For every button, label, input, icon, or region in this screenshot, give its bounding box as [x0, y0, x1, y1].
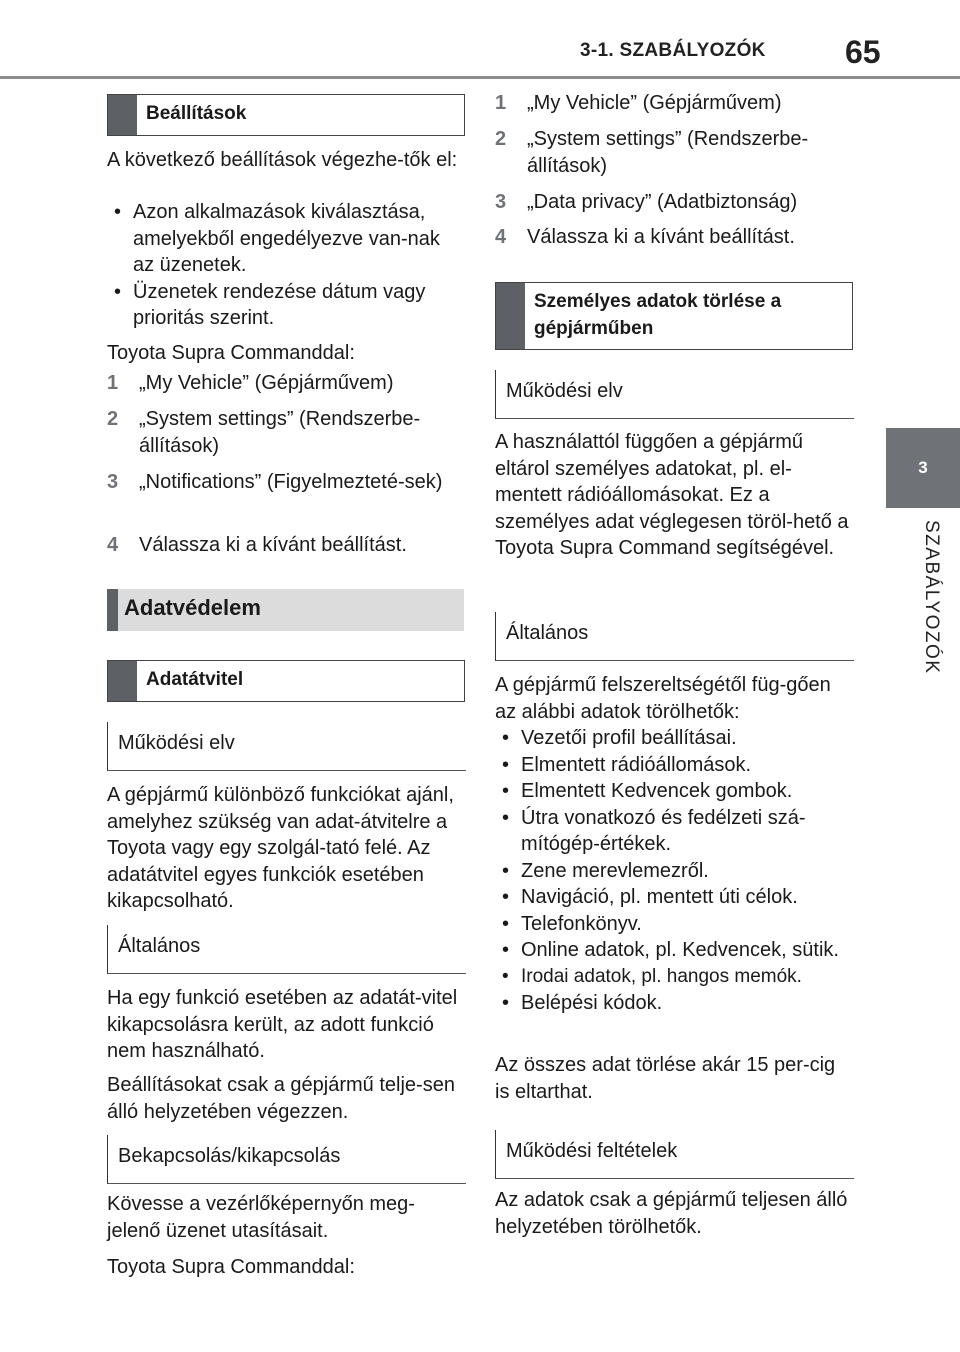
step-text: Válassza ki a kívánt beállítást.: [139, 534, 407, 556]
chapter-tab-number: 3: [886, 428, 960, 508]
heading-torles: Személyes adatok törlése a gépjárműben: [534, 291, 782, 339]
list-item: • Online adatok, pl. Kedvencek, sütik.: [495, 937, 853, 964]
step-text: Válassza ki a kívánt beállítást.: [527, 226, 795, 248]
section-title-adatvedelem: Adatvédelem: [124, 595, 261, 620]
step-text: „System settings” (Rendszerbe-állítások): [139, 408, 421, 457]
subheading-altalanos: Általános: [107, 925, 466, 974]
list-item: • Telefonkönyv.: [495, 911, 853, 938]
list-item: • Zene merevlemezről.: [495, 858, 853, 885]
paragraph-duration: Az összes adat törlése akár 15 per-cig is eltarthat.: [495, 1054, 836, 1103]
toyota-command-label: Toyota Supra Commanddal:: [107, 342, 355, 364]
step-text: „My Vehicle” (Gépjárművem): [139, 372, 394, 394]
paragraph-settings: Beállításokat csak a gépjármű telje-sen álló helyzetében végezzen.: [107, 1074, 455, 1123]
step-4: [107, 532, 465, 559]
step-1: [495, 90, 853, 117]
paragraph-disabled: Ha egy funkció esetében az adatát-vitel kikapcsolásra került, az adott funkció nem használható.: [107, 987, 458, 1062]
step-number: 3: [107, 471, 119, 493]
step-text: „System settings” (Rendszerbe-állítások): [527, 128, 809, 177]
paragraph-personal-data: A használattól függően a gépjármű eltárol személyes adatokat, pl. el-mentett rádióállomásokat. Ez a személyes adat véglegesen töröl-hető a Toyota Supra Command segítségével.: [495, 431, 849, 559]
list-item: • Irodai adatok, pl. hangos memók.: [495, 964, 853, 991]
chapter-label-text: SZABÁLYOZÓK: [921, 520, 942, 675]
deletable-data-list: [495, 725, 853, 1017]
step-number: 1: [495, 92, 507, 114]
subheading-feltetelek: Működési feltételek: [495, 1130, 854, 1179]
settings-bullet-list: [107, 199, 465, 332]
heading-beallitasok: Beállítások: [146, 103, 247, 124]
step-text: „Data privacy” (Adatbiztonság): [527, 191, 798, 213]
list-item: • Navigáció, pl. mentett úti célok.: [495, 884, 853, 911]
paragraph-functions: A gépjármű különböző funkciókat ajánl, amelyhez szükség van adat-átvitelre a Toyota vagy egy szolgál-tató felé. Az adatátvitel egyes funkciók esetében kikapcsolható.: [107, 784, 454, 912]
toyota-command-label-2: Toyota Supra Commanddal:: [107, 1256, 355, 1278]
paragraph-follow: Kövesse a vezérlőképernyőn meg-jelenő üzenet utasításait.: [107, 1193, 415, 1242]
section-heading-adatvedelem: [107, 589, 464, 631]
list-item: • Elmentett Kedvencek gombok.: [495, 778, 853, 805]
subheading-mukodesi-elv: Működési elv: [107, 722, 466, 771]
heading-box-torles: [495, 282, 853, 350]
page-number: 65: [845, 34, 881, 70]
step-number: 3: [495, 191, 507, 213]
step-number: 2: [495, 128, 507, 150]
section-title: 3-1. SZABÁLYOZÓK: [580, 40, 766, 61]
step-4: [495, 224, 853, 251]
list-item: • Vezetői profil beállításai.: [495, 725, 853, 752]
step-number: 4: [495, 226, 507, 248]
subheading-altalanos: Általános: [495, 612, 854, 661]
paragraph-stationary: Az adatok csak a gépjármű teljesen álló helyzetében törölhetők.: [495, 1189, 848, 1238]
step-text: „My Vehicle” (Gépjárművem): [527, 92, 782, 114]
list-item: • Belépési kódok.: [495, 990, 853, 1017]
list-item: • Üzenetek rendezése dátum vagy prioritás szerint.: [107, 279, 465, 332]
heading-box-beallitasok: [107, 94, 465, 136]
step-1: [107, 370, 465, 397]
step-number: 2: [107, 408, 119, 430]
subheading-bekapcsolas: Bekapcsolás/kikapcsolás: [107, 1135, 466, 1184]
step-number: 4: [107, 534, 119, 556]
intro-paragraph: A következő beállítások végezhe-tők el:: [107, 149, 458, 171]
list-item: • Útra vonatkozó és fedélzeti szá-mítógép-értékek.: [495, 805, 853, 858]
paragraph-equipment: A gépjármű felszereltségétől füg-gően az alábbi adatok törölhetők:: [495, 674, 831, 723]
step-text: „Notifications” (Figyelmezteté-sek): [139, 471, 443, 493]
chapter-tab-label: [880, 520, 960, 720]
step-2: [107, 406, 465, 459]
step-number: 1: [107, 372, 119, 394]
header-divider: [0, 76, 960, 79]
step-3: [495, 189, 853, 216]
list-item: • Azon alkalmazások kiválasztása, amelyekből engedélyezve van-nak az üzenetek.: [107, 199, 465, 279]
subheading-mukodesi-elv: Működési elv: [495, 370, 854, 419]
step-2: [495, 126, 853, 179]
step-3: [107, 469, 465, 496]
list-item: • Elmentett rádióállomások.: [495, 752, 853, 779]
heading-adatatvitel: Adatátvitel: [146, 669, 244, 690]
heading-box-adatatvitel: [107, 660, 465, 702]
